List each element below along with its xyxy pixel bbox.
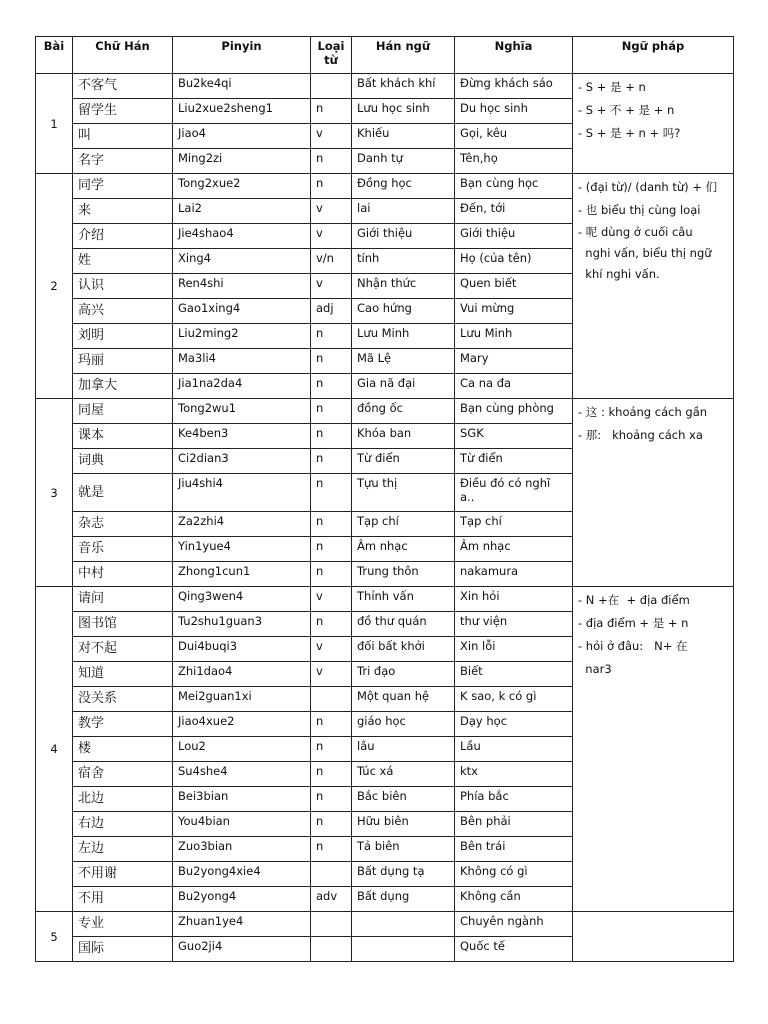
header-hanzi: Chữ Hán <box>73 37 173 74</box>
word-type-cell <box>311 912 352 937</box>
pinyin-cell: Jia1na2da4 <box>173 374 311 399</box>
meaning-cell: Tạp chí <box>455 512 573 537</box>
han-viet-cell: Khiếu <box>352 124 455 149</box>
hanzi-cell: 不用 <box>73 887 173 912</box>
han-viet-cell: Bất khách khí <box>352 74 455 99</box>
pinyin-cell: Zuo3bian <box>173 837 311 862</box>
meaning-cell: Họ (của tên) <box>455 249 573 274</box>
word-type-cell: n <box>311 737 352 762</box>
word-type-cell <box>311 862 352 887</box>
lesson-number: 3 <box>36 399 73 587</box>
header-row <box>36 37 734 74</box>
pinyin-cell: Bu2yong4 <box>173 887 311 912</box>
grammar-cell <box>573 74 734 174</box>
word-type-cell: v/n <box>311 249 352 274</box>
meaning-cell: Bên phải <box>455 812 573 837</box>
pinyin-cell: Xing4 <box>173 249 311 274</box>
word-type-cell <box>311 74 352 99</box>
word-type-cell: n <box>311 374 352 399</box>
han-viet-cell: Gia nã đại <box>352 374 455 399</box>
hanzi-cell: 音乐 <box>73 537 173 562</box>
pinyin-cell: Lai2 <box>173 199 311 224</box>
meaning-cell: Du học sinh <box>455 99 573 124</box>
hanzi-cell: 楼 <box>73 737 173 762</box>
hanzi-cell: 知道 <box>73 662 173 687</box>
lesson-number: 5 <box>36 912 73 962</box>
pinyin-cell: Ma3li4 <box>173 349 311 374</box>
han-viet-cell: Một quan hệ <box>352 687 455 712</box>
hanzi-cell: 左边 <box>73 837 173 862</box>
word-type-cell: n <box>311 512 352 537</box>
meaning-cell: Ca na đa <box>455 374 573 399</box>
grammar-line: nar3 <box>578 662 612 676</box>
pinyin-cell: Tong2xue2 <box>173 174 311 199</box>
hanzi-cell: 名字 <box>73 149 173 174</box>
word-type-cell: n <box>311 449 352 474</box>
pinyin-cell: Zhuan1ye4 <box>173 912 311 937</box>
han-viet-cell: Giới thiệu <box>352 224 455 249</box>
hanzi-cell: 玛丽 <box>73 349 173 374</box>
word-type-cell: n <box>311 612 352 637</box>
meaning-cell: Giới thiệu <box>455 224 573 249</box>
header-han-viet: Hán ngữ <box>352 37 455 74</box>
grammar-cell <box>573 587 734 912</box>
han-viet-cell: Thỉnh vấn <box>352 587 455 612</box>
han-viet-cell: Tạp chí <box>352 512 455 537</box>
word-type-cell <box>311 937 352 962</box>
han-viet-cell: Bất dụng tạ <box>352 862 455 887</box>
meaning-cell: Bạn cùng học <box>455 174 573 199</box>
hanzi-cell: 专业 <box>73 912 173 937</box>
pinyin-cell: Jiao4xue2 <box>173 712 311 737</box>
han-viet-cell: Âm nhạc <box>352 537 455 562</box>
meaning-cell: Quốc tế <box>455 937 573 962</box>
han-viet-cell: Bất dụng <box>352 887 455 912</box>
han-viet-cell: đối bất khởi <box>352 637 455 662</box>
meaning-cell: Chuyên ngành <box>455 912 573 937</box>
han-viet-cell: Cao hứng <box>352 299 455 324</box>
pinyin-cell: Liu2ming2 <box>173 324 311 349</box>
pinyin-cell: Bu2yong4xie4 <box>173 862 311 887</box>
table-row <box>36 399 734 424</box>
hanzi-cell: 同学 <box>73 174 173 199</box>
pinyin-cell: Qing3wen4 <box>173 587 311 612</box>
grammar-line: - 呢 dùng ở cuối câu <box>578 225 693 239</box>
hanzi-cell: 姓 <box>73 249 173 274</box>
grammar-line: nghi vấn, biểu thị ngữ <box>578 246 712 260</box>
pinyin-cell: Jie4shao4 <box>173 224 311 249</box>
word-type-cell: n <box>311 562 352 587</box>
pinyin-cell: Yin1yue4 <box>173 537 311 562</box>
hanzi-cell: 认识 <box>73 274 173 299</box>
grammar-line: - S + 是 + n + 吗? <box>578 126 681 140</box>
han-viet-cell: Túc xá <box>352 762 455 787</box>
word-type-cell: n <box>311 712 352 737</box>
meaning-cell: Xin lỗi <box>455 637 573 662</box>
grammar-cell <box>573 912 734 962</box>
pinyin-cell: Liu2xue2sheng1 <box>173 99 311 124</box>
meaning-cell: Mary <box>455 349 573 374</box>
han-viet-cell: Khóa ban <box>352 424 455 449</box>
word-type-cell: n <box>311 149 352 174</box>
grammar-line: - 那: khoảng cách xa <box>578 428 703 442</box>
hanzi-cell: 中村 <box>73 562 173 587</box>
pinyin-cell: Bu2ke4qi <box>173 74 311 99</box>
vocab-table <box>35 36 734 962</box>
hanzi-cell: 介绍 <box>73 224 173 249</box>
hanzi-cell: 叫 <box>73 124 173 149</box>
pinyin-cell: Tong2wu1 <box>173 399 311 424</box>
grammar-line: - địa điểm + 是 + n <box>578 616 689 630</box>
header-meaning: Nghĩa <box>455 37 573 74</box>
word-type-cell: adj <box>311 299 352 324</box>
pinyin-cell: Dui4buqi3 <box>173 637 311 662</box>
word-type-cell: n <box>311 787 352 812</box>
han-viet-cell: Bắc biên <box>352 787 455 812</box>
han-viet-cell: Danh tự <box>352 149 455 174</box>
han-viet-cell: Hữu biên <box>352 812 455 837</box>
pinyin-cell: Jiu4shi4 <box>173 474 311 512</box>
grammar-cell <box>573 174 734 399</box>
pinyin-cell: Ren4shi <box>173 274 311 299</box>
han-viet-cell <box>352 912 455 937</box>
han-viet-cell: tính <box>352 249 455 274</box>
table-row <box>36 587 734 612</box>
han-viet-cell: đồ thư quán <box>352 612 455 637</box>
han-viet-cell: đồng ốc <box>352 399 455 424</box>
meaning-cell: Âm nhạc <box>455 537 573 562</box>
meaning-cell: Lầu <box>455 737 573 762</box>
word-type-cell: n <box>311 424 352 449</box>
grammar-line: - 这 : khoảng cách gần <box>578 405 708 419</box>
hanzi-cell: 不客气 <box>73 74 173 99</box>
han-viet-cell: Tri đạo <box>352 662 455 687</box>
table-row <box>36 912 734 937</box>
meaning-cell: Điều đó có nghĩ a.. <box>455 474 573 512</box>
han-viet-cell: Nhận thức <box>352 274 455 299</box>
meaning-cell: Gọi, kêu <box>455 124 573 149</box>
word-type-cell: n <box>311 537 352 562</box>
meaning-cell: Quen biết <box>455 274 573 299</box>
grammar-cell <box>573 399 734 587</box>
hanzi-cell: 图书馆 <box>73 612 173 637</box>
han-viet-cell: giáo học <box>352 712 455 737</box>
word-type-cell: n <box>311 324 352 349</box>
pinyin-cell: Tu2shu1guan3 <box>173 612 311 637</box>
hanzi-cell: 留学生 <box>73 99 173 124</box>
header-grammar: Ngữ pháp <box>573 37 734 74</box>
grammar-line: - N +在 + địa điểm <box>578 593 690 607</box>
header-lesson: Bài <box>36 37 73 74</box>
word-type-cell: n <box>311 174 352 199</box>
hanzi-cell: 就是 <box>73 474 173 512</box>
han-viet-cell: Lưu Minh <box>352 324 455 349</box>
word-type-cell: v <box>311 587 352 612</box>
header-word-type: Loại từ <box>311 37 352 74</box>
word-type-cell: n <box>311 837 352 862</box>
word-type-cell <box>311 687 352 712</box>
pinyin-cell: Bei3bian <box>173 787 311 812</box>
grammar-line: - hỏi ở đâu: N+ 在 <box>578 639 688 653</box>
table-row <box>36 174 734 199</box>
meaning-cell: thư viện <box>455 612 573 637</box>
hanzi-cell: 加拿大 <box>73 374 173 399</box>
hanzi-cell: 宿舍 <box>73 762 173 787</box>
meaning-cell: Biết <box>455 662 573 687</box>
grammar-line: - S + 不 + 是 + n <box>578 103 675 117</box>
meaning-cell: Xin hỏi <box>455 587 573 612</box>
word-type-cell: n <box>311 812 352 837</box>
word-type-cell: n <box>311 99 352 124</box>
han-viet-cell: Từ điển <box>352 449 455 474</box>
hanzi-cell: 课本 <box>73 424 173 449</box>
word-type-cell: v <box>311 199 352 224</box>
grammar-line: - S + 是 + n <box>578 80 646 94</box>
lesson-number: 1 <box>36 74 73 174</box>
meaning-cell: Đến, tới <box>455 199 573 224</box>
grammar-line: - (đại từ)/ (danh từ) + 们 <box>578 180 718 194</box>
word-type-cell: adv <box>311 887 352 912</box>
word-type-cell: n <box>311 762 352 787</box>
meaning-cell: ktx <box>455 762 573 787</box>
hanzi-cell: 国际 <box>73 937 173 962</box>
word-type-cell: n <box>311 474 352 512</box>
vocab-body <box>36 74 734 962</box>
han-viet-cell: Lưu học sinh <box>352 99 455 124</box>
pinyin-cell: Jiao4 <box>173 124 311 149</box>
hanzi-cell: 教学 <box>73 712 173 737</box>
meaning-cell: nakamura <box>455 562 573 587</box>
pinyin-cell: Ke4ben3 <box>173 424 311 449</box>
hanzi-cell: 请问 <box>73 587 173 612</box>
table-row <box>36 74 734 99</box>
han-viet-cell: lai <box>352 199 455 224</box>
meaning-cell: Không có gì <box>455 862 573 887</box>
grammar-line: - 也 biểu thị cùng loại <box>578 203 701 217</box>
hanzi-cell: 北边 <box>73 787 173 812</box>
lesson-number: 4 <box>36 587 73 912</box>
han-viet-cell <box>352 937 455 962</box>
meaning-cell: Tên,họ <box>455 149 573 174</box>
pinyin-cell: Guo2ji4 <box>173 937 311 962</box>
word-type-cell: v <box>311 637 352 662</box>
hanzi-cell: 没关系 <box>73 687 173 712</box>
hanzi-cell: 对不起 <box>73 637 173 662</box>
pinyin-cell: Ci2dian3 <box>173 449 311 474</box>
pinyin-cell: Lou2 <box>173 737 311 762</box>
meaning-cell: Vui mừng <box>455 299 573 324</box>
pinyin-cell: Ming2zi <box>173 149 311 174</box>
header-pinyin: Pinyin <box>173 37 311 74</box>
hanzi-cell: 刘明 <box>73 324 173 349</box>
word-type-cell: n <box>311 349 352 374</box>
han-viet-cell: Tựu thị <box>352 474 455 512</box>
word-type-cell: n <box>311 399 352 424</box>
hanzi-cell: 不用谢 <box>73 862 173 887</box>
pinyin-cell: Zhong1cun1 <box>173 562 311 587</box>
hanzi-cell: 右边 <box>73 812 173 837</box>
word-type-cell: v <box>311 662 352 687</box>
lesson-number: 2 <box>36 174 73 399</box>
hanzi-cell: 同屋 <box>73 399 173 424</box>
pinyin-cell: Mei2guan1xi <box>173 687 311 712</box>
meaning-cell: Phía bắc <box>455 787 573 812</box>
han-viet-cell: Mã Lệ <box>352 349 455 374</box>
hanzi-cell: 杂志 <box>73 512 173 537</box>
pinyin-cell: You4bian <box>173 812 311 837</box>
meaning-cell: Từ điển <box>455 449 573 474</box>
han-viet-cell: Đồng học <box>352 174 455 199</box>
word-type-cell: v <box>311 274 352 299</box>
meaning-cell: Đừng khách sáo <box>455 74 573 99</box>
meaning-cell: Bên trái <box>455 837 573 862</box>
grammar-line: khí nghi vấn. <box>578 267 660 281</box>
word-type-cell: v <box>311 224 352 249</box>
meaning-cell: SGK <box>455 424 573 449</box>
pinyin-cell: Su4she4 <box>173 762 311 787</box>
hanzi-cell: 来 <box>73 199 173 224</box>
pinyin-cell: Zhi1dao4 <box>173 662 311 687</box>
meaning-cell: K sao, k có gì <box>455 687 573 712</box>
meaning-cell: Không cần <box>455 887 573 912</box>
pinyin-cell: Za2zhi4 <box>173 512 311 537</box>
hanzi-cell: 高兴 <box>73 299 173 324</box>
meaning-cell: Dạy học <box>455 712 573 737</box>
meaning-cell: Lưu Minh <box>455 324 573 349</box>
han-viet-cell: Trung thôn <box>352 562 455 587</box>
pinyin-cell: Gao1xing4 <box>173 299 311 324</box>
word-type-cell: v <box>311 124 352 149</box>
han-viet-cell: lâu <box>352 737 455 762</box>
hanzi-cell: 词典 <box>73 449 173 474</box>
meaning-cell: Bạn cùng phòng <box>455 399 573 424</box>
han-viet-cell: Tả biên <box>352 837 455 862</box>
